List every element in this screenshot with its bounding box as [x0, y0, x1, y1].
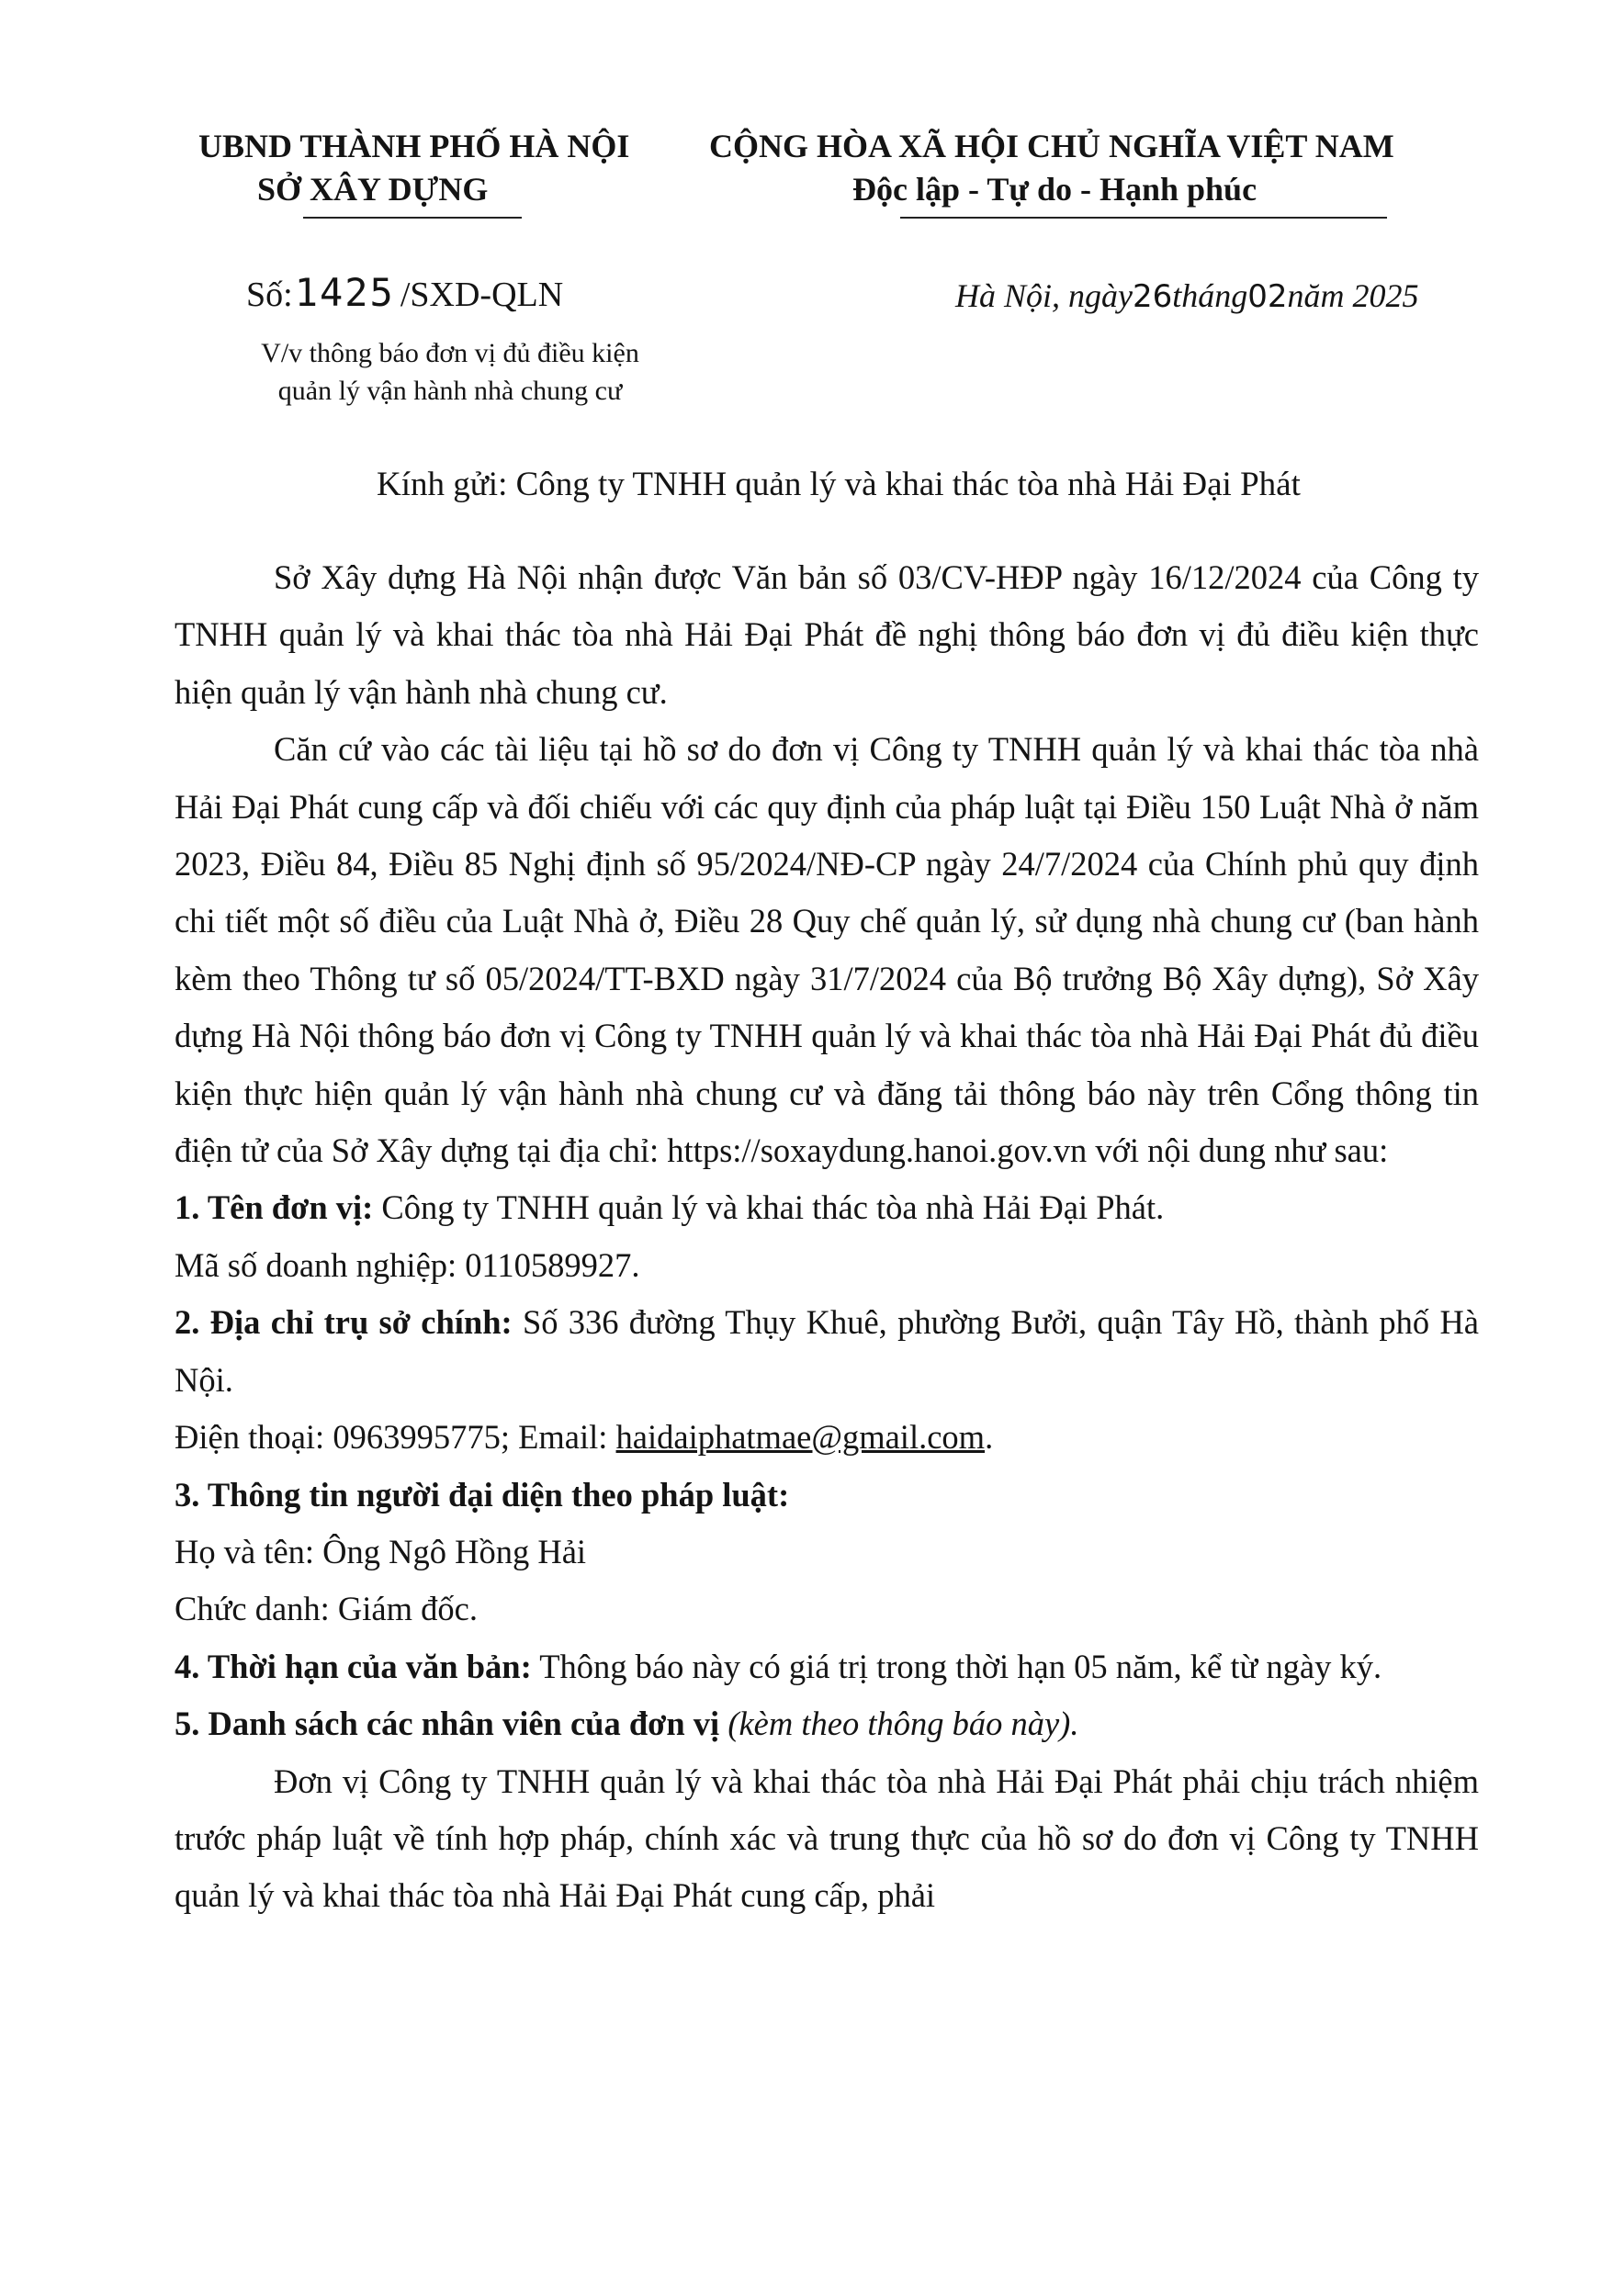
- item-staff-list: [175, 1695, 1479, 1752]
- item-4-label: 4. Thời hạn của văn bản:: [175, 1647, 532, 1685]
- item-3-label: 3. Thông tin người đại diện theo pháp luật:: [175, 1475, 790, 1514]
- place-and-date: [955, 276, 1419, 317]
- department-underline: [303, 217, 522, 219]
- item-2-value: Số 336 đường Thụy Khuê, phường Bưởi, quận Tây Hồ, thành phố Hà Nội.: [175, 1303, 1480, 1399]
- representative-name: Họ và tên: Ông Ngô Hồng Hải: [175, 1532, 587, 1570]
- paragraph-legal-basis: Căn cứ vào các tài liệu tại hồ sơ do đơn vị Công ty TNHH quản lý và khai thác tòa nhà Hải Đại Phát cung cấp và đối chiếu với các quy định của pháp luật tại Điều 150 Luật Nhà ở năm 2023, Điều 84, Điều 85 Nghị định số 95/2024/NĐ-CP ngày 24/7/2024 của Chính phủ quy định chi tiết một số điều của Luật Nhà ở, Điều 28 Quy chế quản lý, sử dụng nhà chung cư (ban hành kèm theo Thông tư số 05/2024/TT-BXD ngày 31/7/2024 của Bộ trưởng Bộ Xây dựng), Sở Xây dựng Hà Nội thông báo đơn vị Công ty TNHH quản lý và khai thác tòa nhà Hải Đại Phát đủ điều kiện thực hiện quản lý vận hành nhà chung cư và đăng tải thông báo này trên Cổng thông tin điện tử của Sở Xây dựng tại địa chỉ: https://soxaydung.hanoi.gov.vn với nội dung như sau:: [175, 730, 1479, 1170]
- item-5-note: (kèm theo thông báo này).: [719, 1705, 1079, 1743]
- department-name: SỞ XÂY DỰNG: [257, 171, 489, 208]
- issuing-agency-name: UBND THÀNH PHỐ HÀ NỘI: [198, 128, 630, 164]
- item-tax-code: Mã số doanh nghiệp: 0110589927.: [175, 1245, 640, 1284]
- handwritten-day: 26: [1133, 278, 1173, 315]
- representative-title: Chức danh: Giám đốc.: [175, 1590, 478, 1628]
- place-prefix: Hà Nội, ngày: [955, 277, 1133, 314]
- letter-body: [175, 549, 1479, 1925]
- document-number: [246, 272, 563, 316]
- handwritten-month: 02: [1247, 278, 1288, 315]
- subject-line-1: V/v thông báo đơn vị đủ điều kiện: [261, 338, 639, 368]
- year-part: năm 2025: [1287, 277, 1419, 314]
- item-1-label: 1. Tên đơn vị:: [175, 1188, 374, 1227]
- document-number-value: 1425: [294, 270, 395, 315]
- motto-underline: [900, 217, 1387, 219]
- item-unit-name: [175, 1179, 1479, 1236]
- contact-prefix: Điện thoại: 0963995775; Email:: [175, 1418, 616, 1457]
- national-motto: Độc lập - Tự do - Hạnh phúc: [852, 171, 1257, 208]
- item-1-value: Công ty TNHH quản lý và khai thác tòa nhà Hải Đại Phát.: [373, 1188, 1165, 1227]
- email-link[interactable]: haidaiphatmae@gmail.com: [615, 1418, 986, 1457]
- subject-line-2: quản lý vận hành nhà chung cư: [277, 376, 623, 406]
- recipient-line: Kính gửi: Công ty TNHH quản lý và khai thác tòa nhà Hải Đại Phát: [377, 466, 1301, 503]
- item-5-label: 5. Danh sách các nhân viên của đơn vị: [175, 1705, 720, 1743]
- item-2-label: 2. Địa chỉ trụ sở chính:: [175, 1303, 513, 1342]
- item-contact: [175, 1409, 1479, 1466]
- paragraph-receipt: Sở Xây dựng Hà Nội nhận được Văn bản số 03/CV-HĐP ngày 16/12/2024 của Công ty TNHH quản lý và khai thác tòa nhà Hải Đại Phát đề nghị thông báo đơn vị đủ điều kiện thực hiện quản lý vận hành nhà chung cư.: [175, 558, 1479, 711]
- contact-end: .: [985, 1418, 994, 1457]
- item-head-office: [175, 1294, 1479, 1409]
- document-subject: [175, 334, 726, 410]
- document-number-prefix: Số:: [246, 276, 293, 314]
- item-4-value: Thông báo này có giá trị trong thời hạn 05 năm, kể từ ngày ký.: [531, 1647, 1382, 1685]
- paragraph-responsibility: Đơn vị Công ty TNHH quản lý và khai thác tòa nhà Hải Đại Phát phải chịu trách nhiệm trước pháp luật về tính hợp pháp, chính xác và trung thực của hồ sơ do đơn vị Công ty TNHH quản lý và khai thác tòa nhà Hải Đại Phát cung cấp, phải: [175, 1761, 1479, 1915]
- item-validity: [175, 1638, 1479, 1695]
- document-number-suffix: /SXD-QLN: [400, 276, 564, 314]
- month-prefix: tháng: [1172, 277, 1248, 314]
- national-title: CỘNG HÒA XÃ HỘI CHỦ NGHĨA VIỆT NAM: [709, 128, 1394, 164]
- item-legal-representative: [175, 1467, 1479, 1524]
